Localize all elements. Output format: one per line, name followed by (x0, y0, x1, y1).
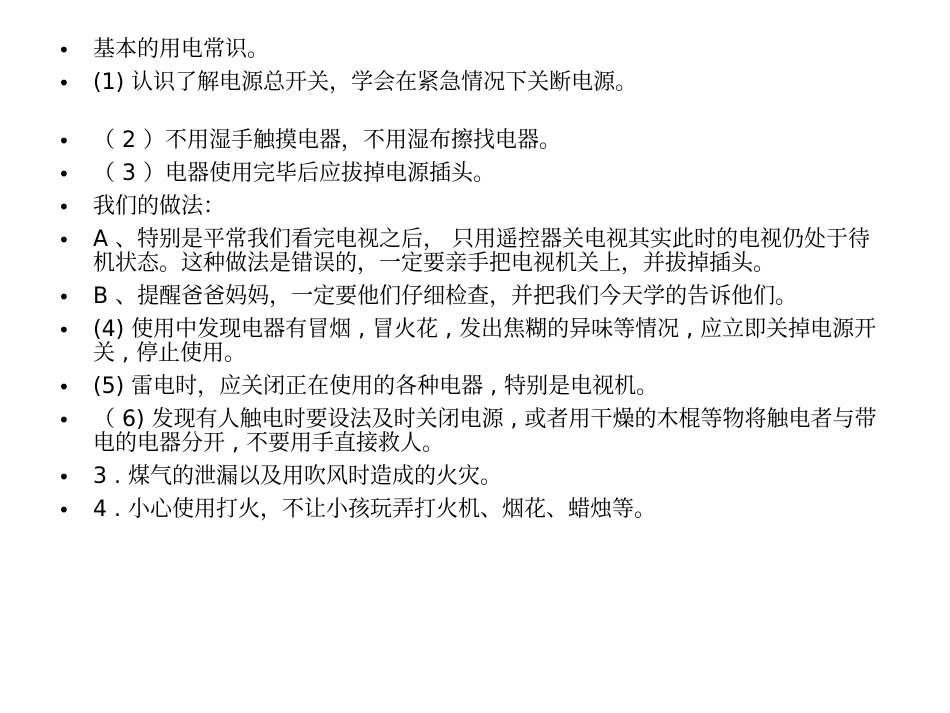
bullet-icon: • (58, 195, 70, 219)
bullet-text: （ 2 ）不用湿手触摸电器，不用湿布擦找电器。 (93, 128, 561, 153)
list-item (58, 195, 888, 219)
bullet-icon: • (58, 498, 70, 522)
bullet-text: （ 6) 发现有人触电时要设法及时关闭电源 , 或者用干燥的木棍等物将触电者与带电的电器分开 , 不要用手直接救人。 (93, 407, 877, 456)
bullet-icon: • (58, 228, 70, 252)
bullet-icon: • (58, 129, 70, 153)
bullet-text: 4 . 小心使用打火，不让小孩玩弄打火机、烟花、蜡烛等。 (93, 497, 656, 522)
bullet-text: A 、特别是平常我们看完电视之后， 只用遥控器关电视其实此时的电视仍处于待机状态。这种做法是错误的，一定要亲手把电视机关上，并拔掉插头。 (93, 227, 871, 276)
bullet-icon: • (58, 71, 70, 95)
list-item (58, 285, 888, 309)
bullet-icon: • (58, 162, 70, 186)
bullet-icon: • (58, 285, 70, 309)
bullet-text: B 、提醒爸爸妈妈，一定要他们仔细检查，并把我们今天学的告诉他们。 (93, 284, 798, 309)
list-item (58, 465, 888, 489)
list-item (58, 375, 888, 399)
bullet-icon: • (58, 318, 70, 342)
bullet-text: (5) 雷电时，应关闭正在使用的各种电器 , 特别是电视机。 (93, 374, 659, 399)
list-item (58, 129, 888, 153)
bullet-icon: • (58, 375, 70, 399)
list-item (58, 38, 888, 62)
bullet-text: 3 . 煤气的泄漏以及用吹风时造成的火灾。 (93, 464, 502, 489)
bullet-text: (1) 认识了解电源总开关，学会在紧急情况下关断电源。 (93, 70, 638, 95)
list-item (58, 162, 888, 186)
bullet-text: 基本的用电常识。 (93, 37, 270, 62)
list-item (58, 498, 888, 522)
list-item (58, 71, 888, 95)
bullet-text: （ 3 ）电器使用完毕后应拔掉电源插头。 (93, 161, 495, 186)
bullet-list (58, 38, 888, 531)
bullet-icon: • (58, 465, 70, 489)
list-item (58, 408, 888, 456)
list-item (58, 228, 888, 276)
bullet-icon: • (58, 38, 70, 62)
bullet-icon: • (58, 408, 70, 432)
bullet-text: 我们的做法： (93, 194, 226, 219)
list-item (58, 318, 888, 366)
bullet-text: (4) 使用中发现电器有冒烟 , 冒火花 , 发出焦糊的异味等情况 , 应立即关掉电源开关 , 停止使用。 (93, 317, 877, 366)
